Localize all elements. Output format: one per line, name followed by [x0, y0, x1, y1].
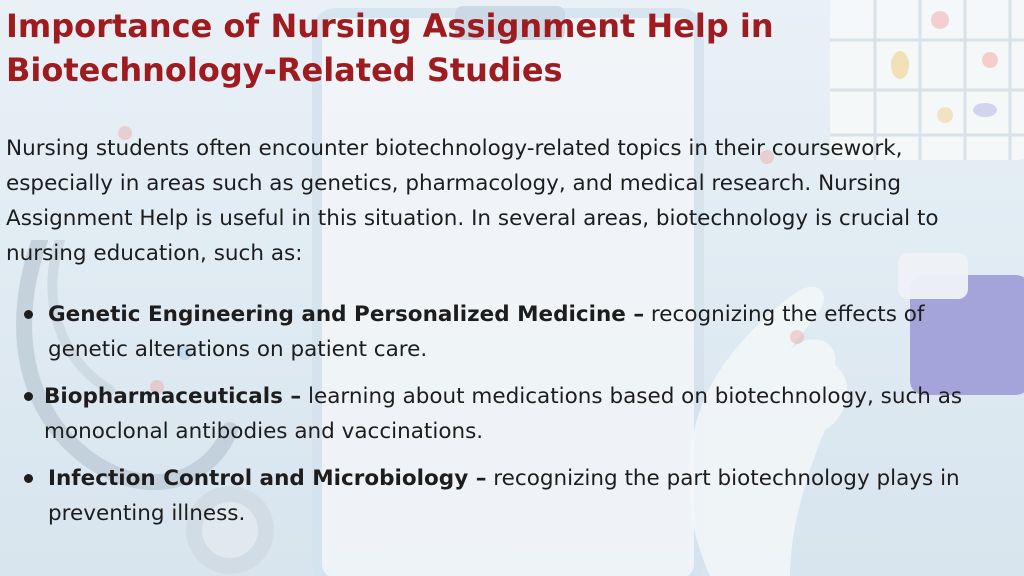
bullet-term: Infection Control and Microbiology –	[48, 466, 487, 491]
list-item	[20, 461, 980, 531]
bullet-term: Biopharmaceuticals –	[44, 384, 302, 409]
list-item	[20, 297, 980, 367]
bullet-icon	[24, 392, 33, 401]
bullet-icon	[24, 474, 33, 483]
slide-title: Importance of Nursing Assignment Help in Biotechnology-Related Studies	[6, 7, 774, 89]
bullet-text: recognizing the part biotechnology plays in preventing illness.	[48, 466, 960, 526]
bullet-term: Genetic Engineering and Personalized Medicine –	[48, 302, 645, 327]
list-item	[20, 379, 980, 449]
bullet-list	[20, 297, 980, 531]
bullet-text: recognizing the effects of genetic alterations on patient care.	[48, 302, 925, 362]
intro-paragraph: Nursing students often encounter biotechnology-related topics in their coursework, especially in areas such as genetics, pharmacology, and medical research. Nursing Assignment Help is useful in this situation. In several areas, biotechnology is crucial to nursing education, such as:	[6, 136, 939, 266]
bullet-text: learning about medications based on biotechnology, such as monoclonal antibodies and vaccinations.	[44, 384, 963, 444]
bullet-icon	[24, 310, 33, 319]
